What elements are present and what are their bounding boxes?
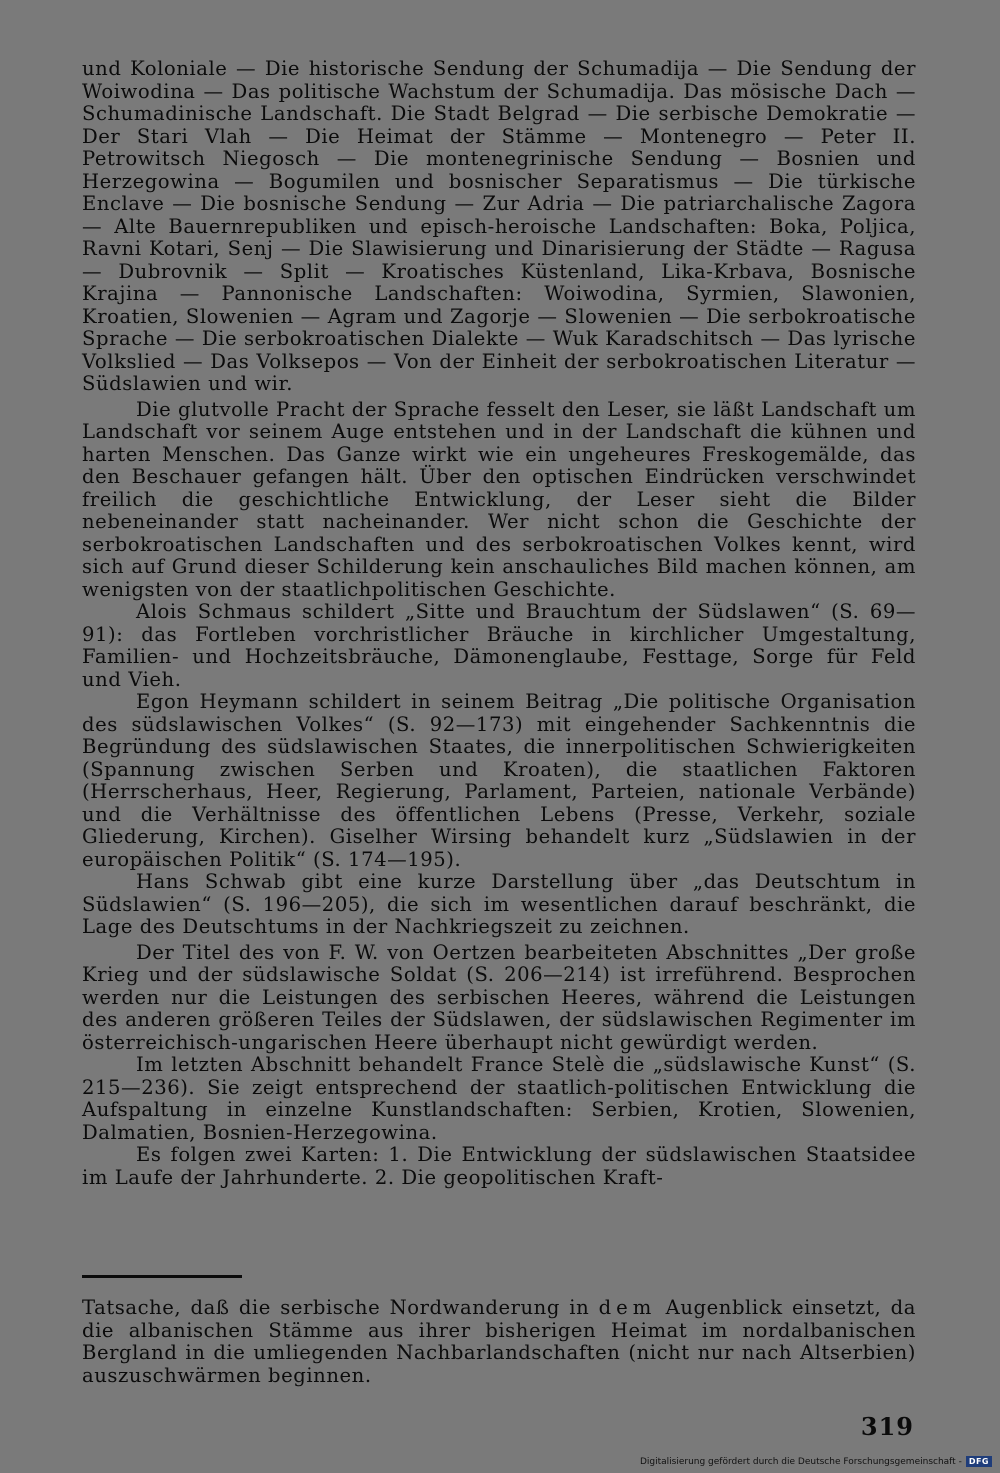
page-body — [82, 58, 916, 1189]
footnote — [82, 1297, 916, 1387]
paragraph-heymann: Egon Heymann schildert in seinem Beitrag „Die politische Organisation des südslawischen Volkes“ (S. 92—173) mit eingehender Sachkenntnis die Begründung des südslawischen Staates, die innerpolitischen Schwierigkeiten (Spannung zwischen Serben und Kroaten), die staatlichen Faktoren (Herrscherhaus, Heer, Regierung, Parlament, Parteien, nationale Verbände) und die Verhältnisse des öffentlichen Lebens (Presse, Verkehr, soziale Gliederung, Kirchen). Giselher Wirsing behandelt kurz „Südslawien in der europäischen Politik“ (S. 174—195). — [82, 690, 916, 871]
dfg-logo-icon: DFG — [966, 1456, 992, 1467]
footnote-text-end: Augenblick einsetzt, da die albanischen Stämme aus ihrer bisherigen Heimat im nordalbanischen Bergland in die umliegenden Nachbarlandschaften (nicht nur nach Altserbien) auszuschwärmen beginnen. — [82, 1296, 916, 1387]
digitization-credit — [640, 1456, 992, 1467]
credit-text: Digitalisierung gefördert durch die Deutsche Forschungsgemeinschaft - — [639, 1456, 962, 1467]
paragraph-stele: Im letzten Abschnitt behandelt France Stelè die „südslawische Kunst“ (S. 215—236). Sie zeigt entsprechend der staatlich-politischen Entwicklung die Aufspaltung in einzelne Kunstlandschaften: Serbien, Krotien, Slowenien, Dalmatien, Bosnien-Herzegowina. — [82, 1053, 916, 1144]
paragraph-schmaus: Alois Schmaus schildert „Sitte und Brauchtum der Südslawen“ (S. 69—91): das Fortleben vorchristlicher Bräuche in kirchlicher Umgestaltung, Familien- und Hochzeitsbräuche, Dämonenglaube, Festtage, Sorge für Feld und Vieh. — [82, 600, 916, 691]
main-text — [82, 58, 916, 1189]
footnote-text-start: Tatsache, daß die serbische Nordwanderung in — [82, 1296, 599, 1319]
footnote-divider — [82, 1275, 242, 1278]
page-number: 319 — [860, 1412, 914, 1441]
paragraph-contents-list: und Koloniale — Die historische Sendung der Schumadija — Die Sendung der Woiwodina — Das politische Wachstum der Schumadija. Das mösische Dach — Schumadinische Landschaft. Die Stadt Belgrad — Die serbische Demokratie — Der Stari Vlah — Die Heimat der Stämme — Montenegro — Peter II. Petrowitsch Niegosch — Die montenegrinische Sendung — Bosnien und Herzegowina — Bogumilen und bosnischer Separatismus — Die türkische Enclave — Die bosnische Sendung — Zur Adria — Die patriarchalische Zagora — Alte Bauernrepubliken und episch-heroische Landschaften: Boka, Poljica, Ravni Kotari, Senj — Die Slawisierung und Dinarisierung der Städte — Ragusa — Dubrovnik — Split — Kroatisches Küstenland, Lika-Krbava, Bosnische Krajina — Pannonische Landschaften: Woiwodina, Syrmien, Slawonien, Kroatien, Slowenien — Agram und Zagorje — Slowenien — Die serbokroatische Sprache — Die serbokroatischen Dialekte — Wuk Karadschitsch — Das lyrische Volkslied — Das Volksepos — Von der Einheit der serbokroatischen Literatur — Südslawien und wir. — [82, 57, 916, 395]
paragraph-maps: Es folgen zwei Karten: 1. Die Entwicklung der südslawischen Staatsidee im Laufe der Jahrhunderte. 2. Die geopolitischen Kraft- — [82, 1143, 916, 1189]
paragraph-oertzen: Der Titel des von F. W. von Oertzen bearbeiteten Abschnittes „Der große Krieg und der südslawische Soldat (S. 206—214) ist irreführend. Besprochen werden nur die Leistungen des serbischen Heeres, während die Leistungen des anderen größeren Teiles der Südslawen, der südslawischen Regimenter im österreichisch-ungarischen Heere überhaupt nicht gewürdigt werden. — [82, 940, 916, 1054]
footnote-text — [82, 1297, 916, 1387]
paragraph-critique: Die glutvolle Pracht der Sprache fesselt den Leser, sie läßt Landschaft um Landschaft vor seinem Auge entstehen und in der Landschaft die kühnen und harten Menschen. Das Ganze wirkt wie ein ungeheures Freskogemälde, das den Beschauer gefangen hält. Über den optischen Eindrücken verschwindet freilich die geschichtliche Entwicklung, der Leser sieht die Bilder nebeneinander statt nacheinander. Wer nicht schon die Geschichte der serbokroatischen Landschaften und des serbokroatischen Volkes kennt, wird sich auf Grund dieser Schilderung kein anschauliches Bild machen können, am wenigsten von der staatlichpolitischen Geschichte. — [82, 397, 916, 601]
paragraph-schwab: Hans Schwab gibt eine kurze Darstellung über „das Deutschtum in Südslawien“ (S. 196—205), die sich im wesentlichen darauf beschränkt, die Lage des Deutschtums in der Nachkriegszeit zu zeichnen. — [82, 870, 916, 938]
footnote-emphasis: dem — [598, 1296, 657, 1319]
